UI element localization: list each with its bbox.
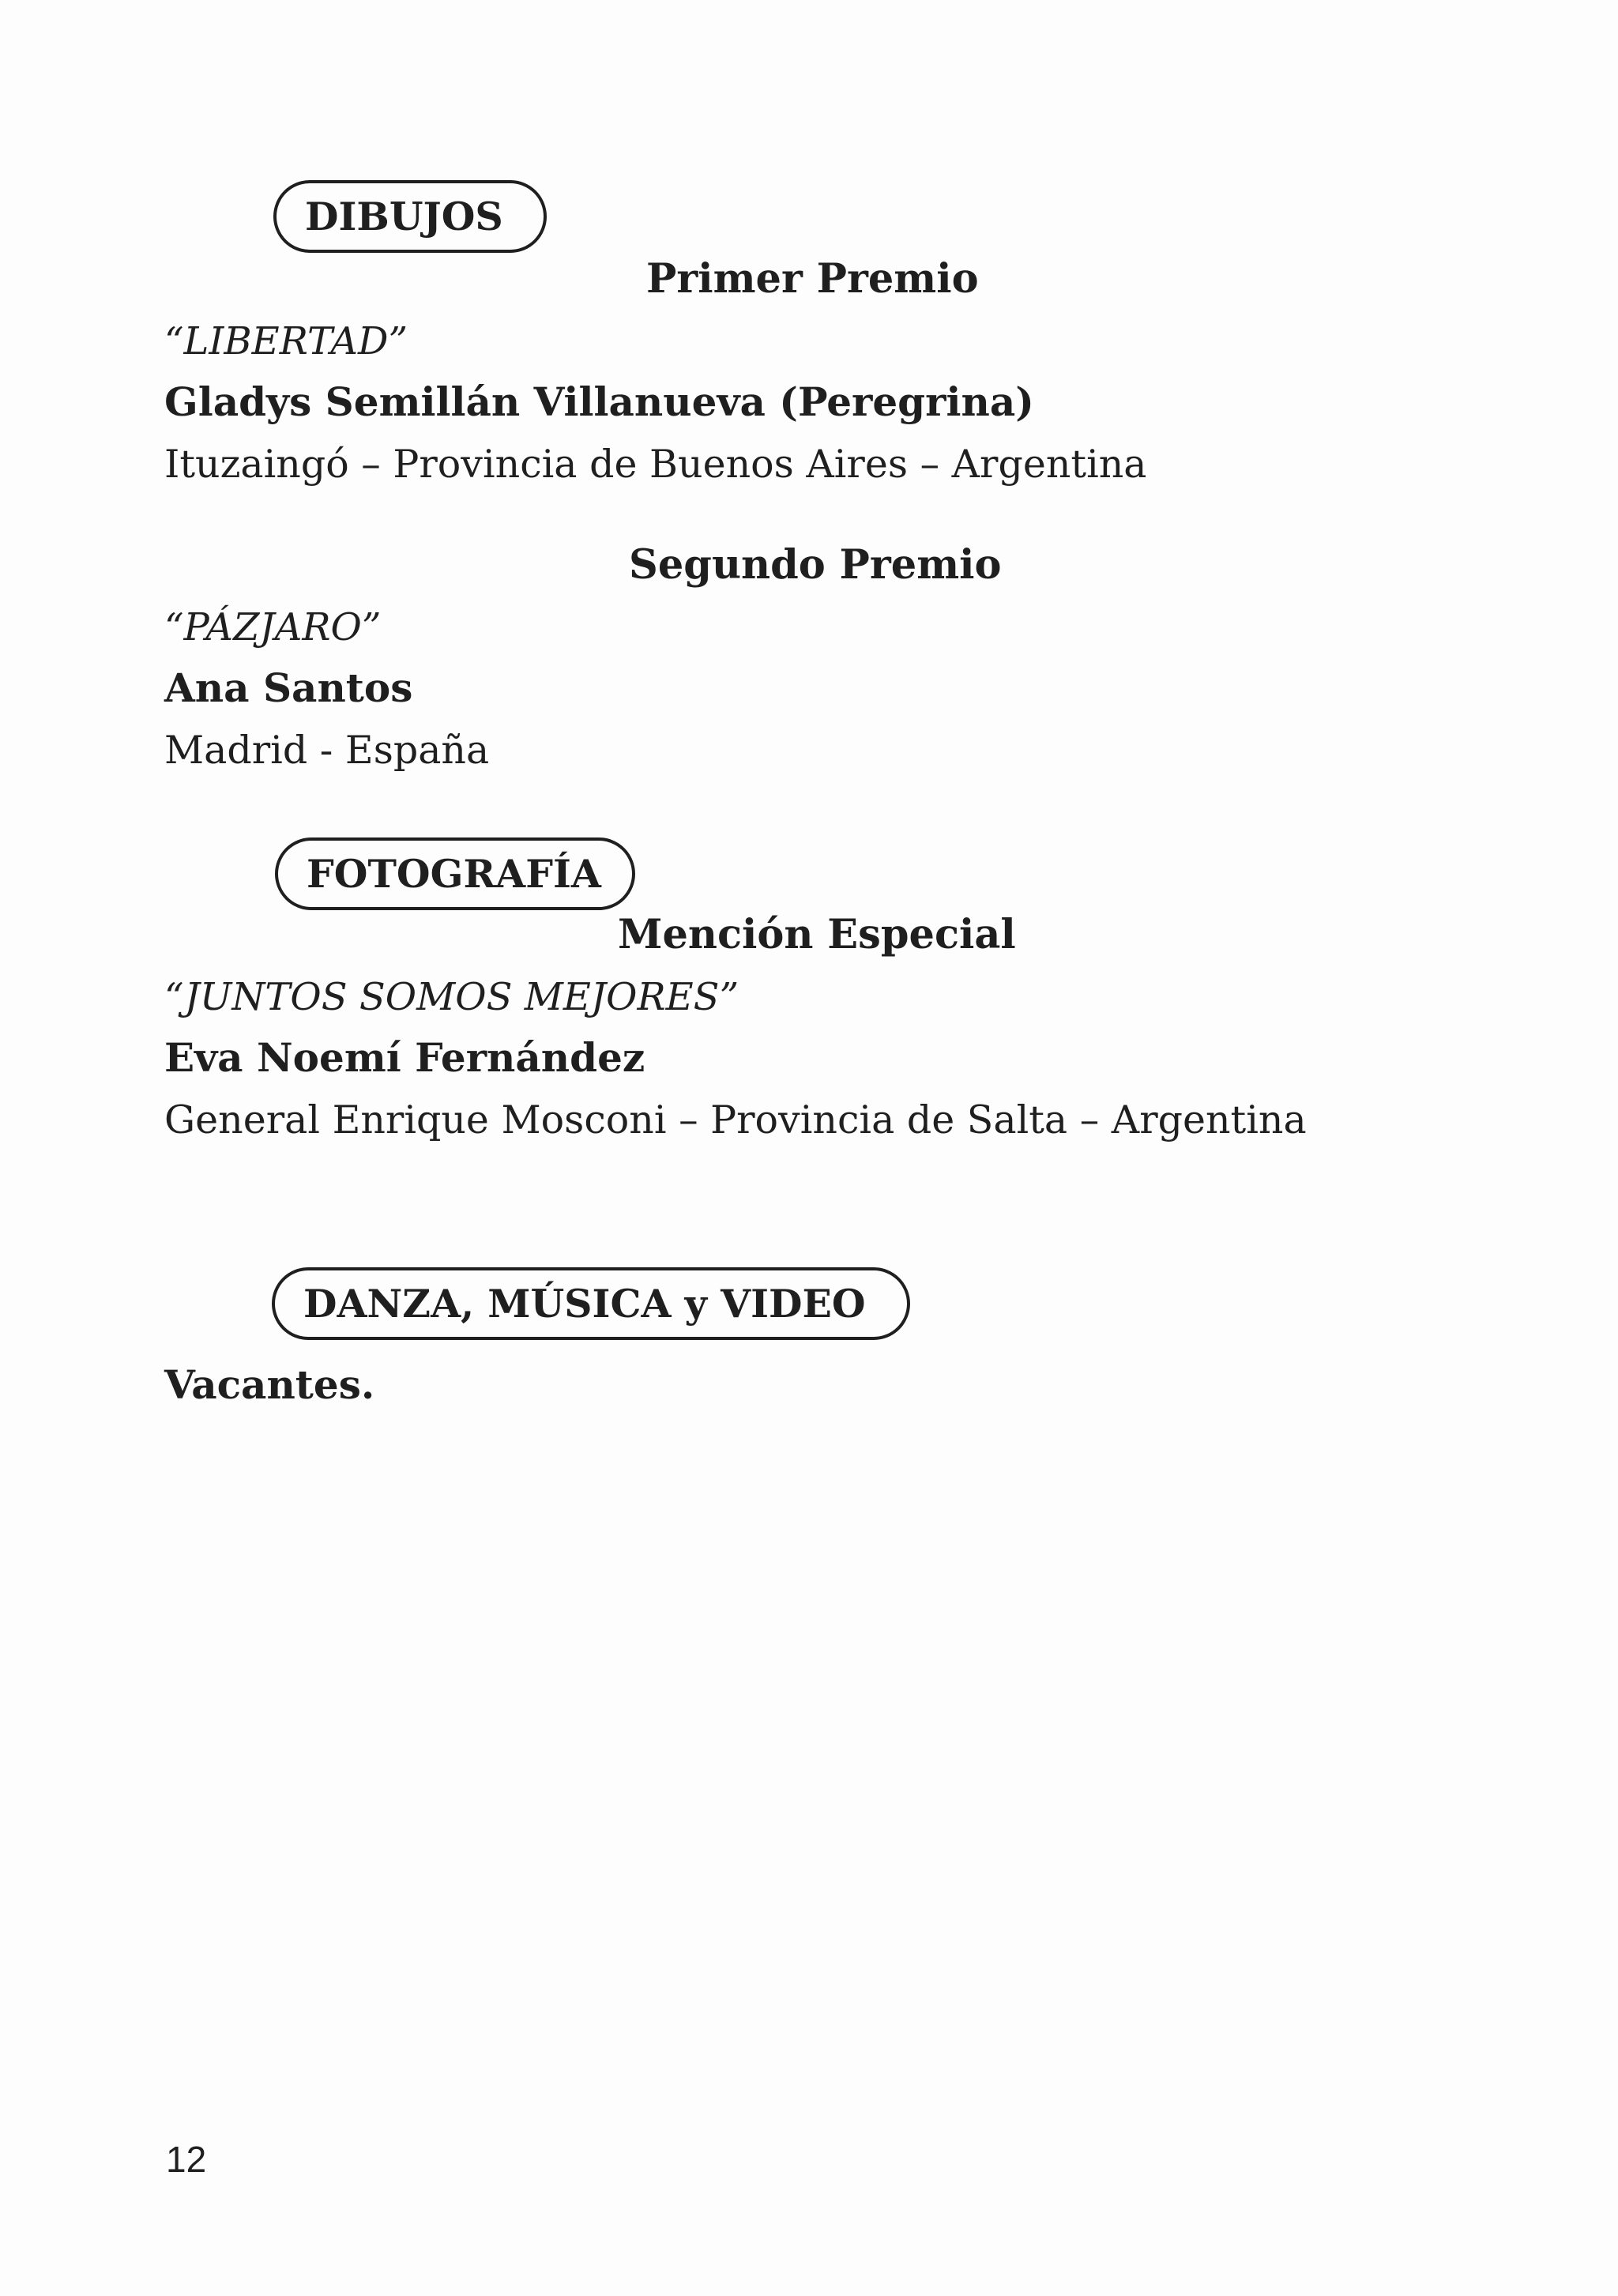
result-vacantes: Vacantes. (164, 1361, 375, 1408)
author-location-madrid: Madrid - España (164, 728, 490, 773)
work-title-libertad: “LIBERTAD” (164, 319, 408, 363)
award-title-first-prize: Primer Premio (646, 255, 979, 303)
award-title-second-prize: Segundo Premio (629, 541, 1002, 589)
section-heading-dibujos: DIBUJOS (273, 180, 547, 253)
author-name-gladys: Gladys Semillán Villanueva (Peregrina) (164, 378, 1034, 425)
work-title-juntos-somos-mejores: “JUNTOS SOMOS MEJORES” (164, 975, 739, 1019)
author-name-ana-santos: Ana Santos (164, 664, 413, 711)
author-location-mosconi: General Enrique Mosconi – Provincia de Salta – Argentina (164, 1097, 1307, 1142)
page-number: 12 (166, 2139, 207, 2180)
author-name-eva-noemi: Eva Noemí Fernández (164, 1034, 645, 1081)
section-heading-danza-musica-video: DANZA, MÚSICA y VIDEO (272, 1267, 910, 1340)
work-title-pazjaro: “PÁZJARO” (164, 605, 382, 649)
award-title-special-mention: Mención Especial (618, 911, 1016, 958)
author-location-ituzaingo: Ituzaingó – Provincia de Buenos Aires – Argentina (164, 442, 1147, 487)
section-heading-fotografia: FOTOGRAFÍA (275, 837, 635, 910)
